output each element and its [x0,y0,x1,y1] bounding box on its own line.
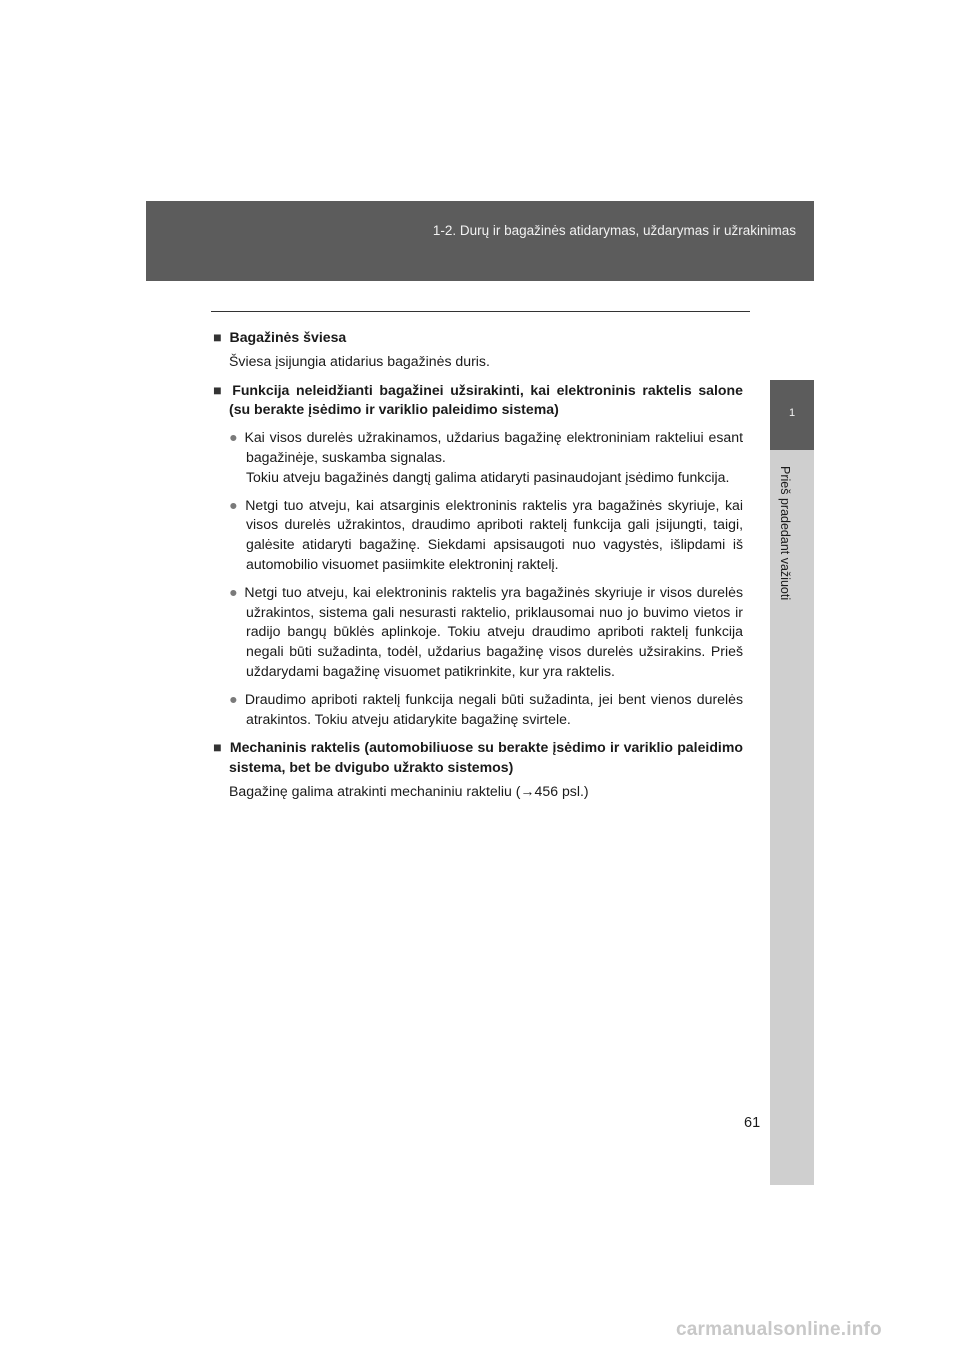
bullet-text: Kai visos durelės užrakinamos, uždarius bagažinę elektroniniam rakteliui esant bagažinėje, suskamba signalas. [244,429,743,465]
section-heading-text: Funkcija neleidžianti bagažinei užsirakinti, kai elektroninis raktelis salone (su berakte įsėdimo ir variklio paleidimo sistema) [229,381,743,418]
section-heading [213,738,743,778]
section-heading [213,381,743,421]
bullet-item [229,583,743,682]
chapter-label: Prieš pradedant važiuoti [778,466,792,601]
square-icon: ■ [213,329,222,345]
bullet-text: Draudimo apriboti raktelį funkcija negali būti sužadinta, jei bent vienos durelės atrakintos. Tokiu atveju atidarykite bagažinę svirtele. [244,690,743,727]
chapter-number: 1 [788,407,796,419]
section-body: Šviesa įsijungia atidarius bagažinės duris. [229,352,490,369]
square-icon: ■ [213,381,225,398]
chapter-title: 1-2. Durų ir bagažinės atidarymas, uždarymas ir užrakinimas [432,223,796,238]
bullet-text: Netgi tuo atveju, kai elektroninis raktelis yra bagažinės skyriuje ir visos durelės užrakintos, sistema gali nesurasti raktelio, priklausomai nuo jo buvimo vietos ir radijo bangų būklės aplinkoje. Tokiu atveju draudimo apriboti raktelį funkcija negali būti sužadinta, todėl, uždarius bagažinę visos durelės užsirakins. Prieš uždarydami bagažinę visuomet patikrinkite, kur yra raktelis. [244,583,743,679]
section-heading-text: Mechaninis raktelis (automobiliuose su berakte įsėdimo ir variklio paleidimo sistema, bet be dvigubo užrakto sistemos) [229,739,743,776]
section-heading [213,328,743,348]
side-strip [770,450,814,1185]
main-content [213,328,743,802]
bullet-text: Netgi tuo atveju, kai atsarginis elektroninis raktelis yra bagažinės skyriuje, kai visos durelės užrakintos, draudimo apriboti raktelį funkcija gali įsijungti, taigi, galėsite atidaryti bagažinę. Siekdami apsisaugoti nuo vagystės, išlipdami iš automobilio visuomet pasiimkite elektroninį raktelį. [245,496,743,572]
side-tab [770,380,814,450]
watermark: carmanualsonline.info [676,1319,882,1340]
bullet-item [229,496,743,575]
bullet-extra: Tokiu atveju bagažinės dangtį galima atidaryti pasinaudojant įsėdimo funkcija. [246,468,730,485]
bullet-icon: ● [229,583,239,600]
bullet-icon: ● [229,429,239,446]
bullet-item [229,428,743,468]
page-number: 61 [744,1115,761,1131]
bullet-item [229,690,743,730]
divider [211,311,750,312]
section-heading-text: Bagažinės šviesa [229,329,347,345]
section-body: Bagažinę galima atrakinti mechaniniu rakteliu (→456 psl.) [229,782,589,799]
bullet-icon: ● [229,496,240,513]
bullet-icon: ● [229,690,239,707]
square-icon: ■ [213,739,222,756]
header-band [146,201,814,281]
